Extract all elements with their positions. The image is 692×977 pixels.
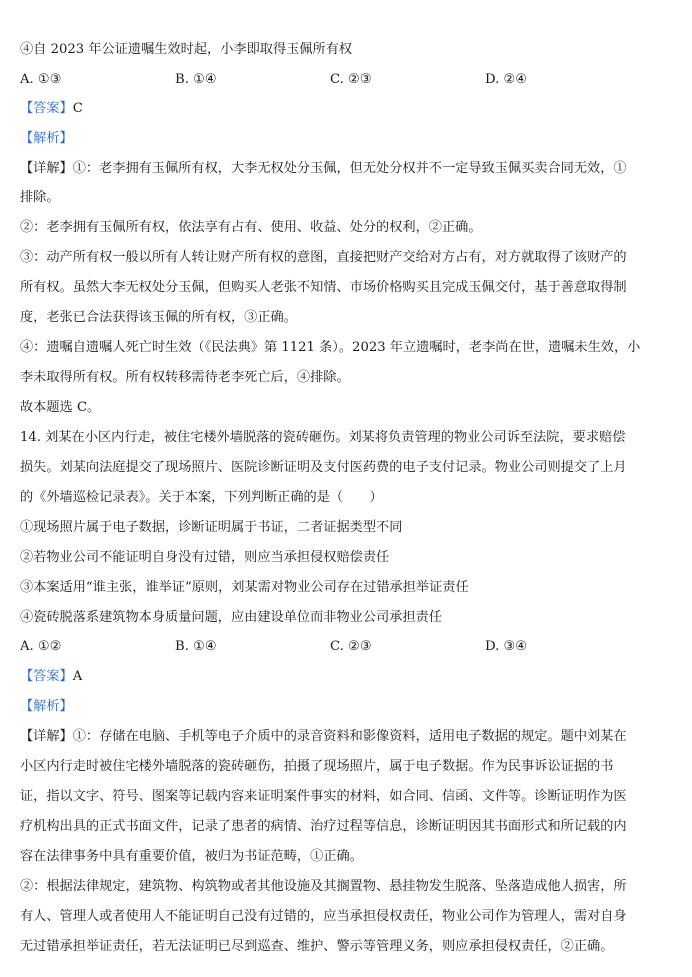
q14-choice-a: A. ①② — [20, 639, 62, 654]
q13-answer — [20, 99, 672, 119]
q14-choice-c: C. ②③ — [330, 639, 372, 654]
q13-choices — [20, 70, 672, 90]
q13-detail-line: 所有权。虽然大李无权处分玉佩，但购买人老张不知情、市场价格购买且完成玉佩交付，基于善意取得制 — [20, 280, 627, 295]
q13-conclusion: 故本题选 C。 — [20, 400, 101, 415]
q13-choice-b: B. ①④ — [175, 72, 217, 87]
answer-tag: 【答案】 — [20, 101, 73, 116]
q14-stem-line: 损失。刘某向法庭提交了现场照片、医院诊断证明及支付医药费的电子支付记录。物业公司则提交了上月 — [20, 460, 627, 475]
q14-detail-line: 有人、管理人或者使用人不能证明自己没有过错的，应当承担侵权责任，物业公司作为管理人，需对自身 — [20, 909, 627, 924]
q14-stem-line: 的《外墙巡检记录表》。关于本案，下列判断正确的是（ ） — [20, 490, 383, 505]
q14-analysis-tag: 【解析】 — [20, 699, 73, 714]
q13-choice-d: D. ②④ — [485, 72, 528, 87]
q14-detail-line: 疗机构出具的正式书面文件，记录了患者的病情、治疗过程等信息，诊断证明因其书面形式和所记载的内 — [20, 819, 627, 834]
answer-tag: 【答案】 — [20, 669, 73, 684]
answer-value: C — [72, 101, 83, 116]
q14-detail-line: 无过错承担举证责任，若无法证明已尽到巡查、维护、警示等管理义务，则应承担侵权责任，②正确。 — [20, 939, 614, 954]
q13-choice-a: A. ①③ — [20, 72, 62, 87]
q13-statement-4: ④自 2023 年公证遗嘱生效时起，小李即取得玉佩所有权 — [20, 42, 353, 57]
q14-statement-1: ①现场照片属于电子数据，诊断证明属于书证，二者证据类型不同 — [20, 520, 403, 535]
q14-statement-2: ②若物业公司不能证明自身没有过错，则应当承担侵权赔偿责任 — [20, 550, 390, 565]
answer-value: A — [72, 669, 83, 684]
q13-detail-line: ③：动产所有权一般以所有人转让财产所有权的意图，直接把财产交给对方占有，对方就取得了该财产的 — [20, 250, 627, 265]
q13-detail-line: 【详解】①：老李拥有玉佩所有权，大李无权处分玉佩，但无处分权并不一定导致玉佩买卖合同无效，① — [20, 161, 627, 176]
q14-choices — [20, 637, 672, 657]
q14-statement-4: ④瓷砖脱落系建筑物本身质量问题，应由建设单位而非物业公司承担责任 — [20, 610, 442, 625]
q14-choice-d: D. ③④ — [485, 639, 528, 654]
q13-choice-c: C. ②③ — [330, 72, 372, 87]
q14-detail-line: 容在法律事务中具有重要价值，被归为书证范畴，①正确。 — [20, 849, 363, 864]
q13-detail-line: ④：遗嘱自遗嘱人死亡时生效（《民法典》第 1121 条）。2023 年立遗嘱时，老李尚在世，遗嘱未生效，小 — [20, 340, 641, 355]
q13-detail-line: 李未取得所有权。所有权转移需待老李死亡后，④排除。 — [20, 370, 350, 385]
q13-detail-line: 排除。 — [20, 190, 60, 205]
q13-analysis-tag: 【解析】 — [20, 131, 73, 146]
q13-detail-line: 度，老张已合法获得该玉佩的所有权，③正确。 — [20, 310, 297, 325]
q14-choice-b: B. ①④ — [175, 639, 217, 654]
q14-statement-3: ③本案适用“谁主张，谁举证”原则，刘某需对物业公司存在过错承担举证责任 — [20, 580, 469, 595]
q14-detail-line: 小区内行走时被住宅楼外墙脱落的瓷砖砸伤，拍摄了现场照片，属于电子数据。作为民事诉讼证据的书 — [20, 759, 614, 774]
q14-detail-line: 证，指以文字、符号、图案等记载内容来证明案件事实的材料，如合同、信函、文件等。诊断证明作为医 — [20, 789, 627, 804]
q14-stem-line: 14. 刘某在小区内行走，被住宅楼外墙脱落的瓷砖砸伤。刘某将负责管理的物业公司诉至法院，要求赔偿 — [20, 430, 626, 445]
q14-answer — [20, 667, 672, 687]
q14-detail-line: ②：根据法律规定，建筑物、构筑物或者其他设施及其搁置物、悬挂物发生脱落、坠落造成他人损害，所 — [20, 879, 627, 894]
q14-detail-line: 【详解】①：存储在电脑、手机等电子介质中的录音资料和影像资料，适用电子数据的规定。题中刘某在 — [20, 729, 627, 744]
q13-detail-line: ②：老李拥有玉佩所有权，依法享有占有、使用、收益、处分的权利，②正确。 — [20, 220, 482, 235]
